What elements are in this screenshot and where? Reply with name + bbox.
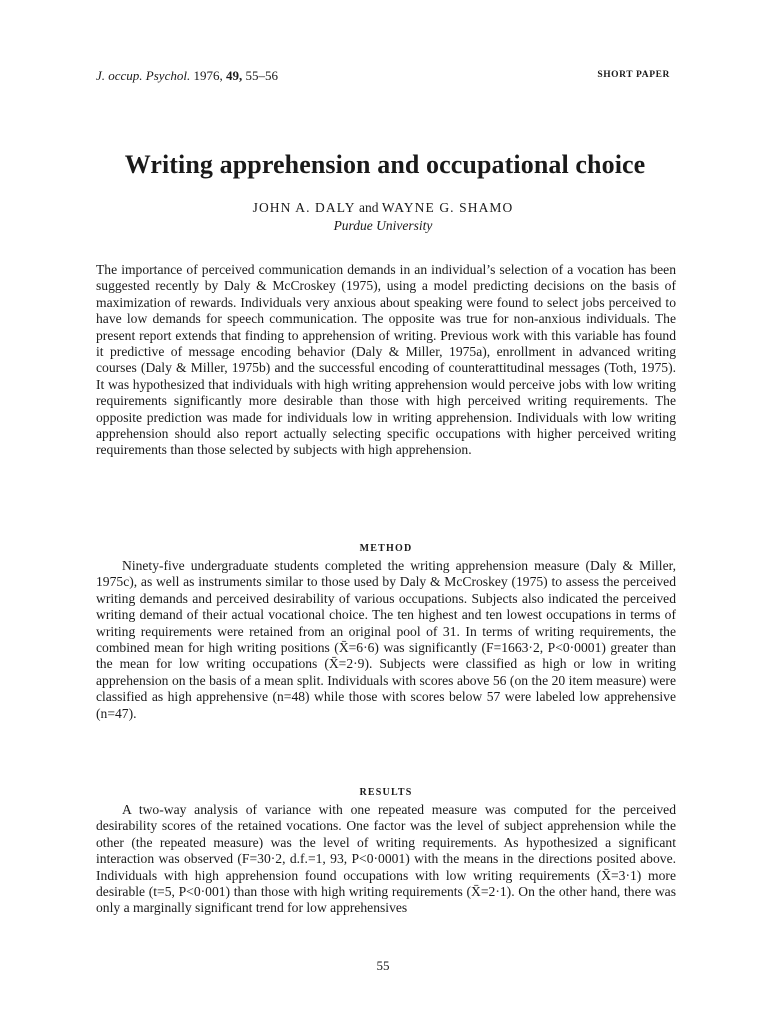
journal-citation — [96, 68, 278, 84]
results-heading: RESULTS — [359, 787, 413, 798]
author-line — [96, 200, 670, 216]
journal-volume: 49, — [225, 68, 243, 83]
journal-pages: 55–56 — [245, 68, 278, 83]
method-heading: METHOD — [359, 543, 413, 554]
author-1: JOHN A. DALY — [252, 200, 356, 215]
abstract-paragraph — [96, 262, 676, 459]
running-head — [96, 68, 670, 86]
results-section — [96, 802, 676, 917]
abstract-text: The importance of perceived communication demands in an individual’s selection of a vocation has been suggested recently by Daly & McCroskey (1975), using a model predicting decisions on the basis of maximization of rewards. Individuals very anxious about speaking were found to select jobs perceived to have low demands for speech communication. The opposite was true for non-anxious individuals. The present report extends that finding to apprehension of writing. Previous work with this variable has found it predictive of message encoding behavior (Daly & Miller, 1975a), enrollment in advanced writing courses (Daly & Miller, 1975b) and the successful encoding of counterattitudinal messages (Toth, 1975). It was hypothesized that individuals with high writing apprehension would perceive jobs with low writing requirements significantly more desirable than those with high perceived writing requirements. The opposite prediction was made for individuals low in writing apprehension. Individuals with low writing apprehension should also report actually selecting specific occupations with higher perceived writing requirements than those selected by subjects with high apprehension. — [96, 262, 676, 458]
method-section — [96, 558, 676, 722]
affiliation: Purdue University — [333, 218, 433, 233]
paper-title: Writing apprehension and occupational choice — [124, 150, 646, 179]
journal-year: 1976, — [193, 68, 223, 83]
short-paper-label: SHORT PAPER — [597, 70, 670, 80]
author-conjunction: and — [358, 200, 379, 215]
results-text: A two-way analysis of variance with one repeated measure was computed for the perceived desirability scores of the retained vocations. One factor was the level of subject apprehension while the other (the repeated measure) was the level of writing requirements. As hypothesized a significant interaction was observed (F=30·2, d.f.=1, 93, P<0·0001) with the means in the directions posited above. Individuals with high apprehension found occupations with low writing requirements (X̄=3·1) more desirable (t=5, P<0·001) than those with high writing requirements (X̄=2·1). On the other hand, there was only a marginally significant trend for low apprehensives — [96, 802, 676, 916]
page-number: 55 — [376, 958, 390, 973]
journal-abbrev: J. occup. Psychol. — [96, 68, 191, 83]
method-text: Ninety-five undergraduate students completed the writing apprehension measure (Daly & Miller, 1975c), as well as instruments similar to those used by Daly & McCroskey (1975) to assess the perceived writing demands and perceived desirability of various occupations. Subjects also indicated the perceived writing demand of their actual vocational choice. The ten highest and ten lowest occupations in terms of writing requirements were retained from an original pool of 31. In terms of writing requirements, the combined mean for high writing positions (X̄=6·6) was significantly (F=1663·2, P<0·0001) greater than the mean for low writing occupations (X̄=2·9). Subjects were classified as high or low in writing apprehension on the basis of a mean split. Individuals with scores above 56 (on the 20 item measure) were classified as high apprehensive (n=48) while those with scores below 57 were labeled low apprehensive (n=47). — [96, 558, 676, 721]
author-2: WAYNE G. SHAMO — [381, 200, 514, 215]
